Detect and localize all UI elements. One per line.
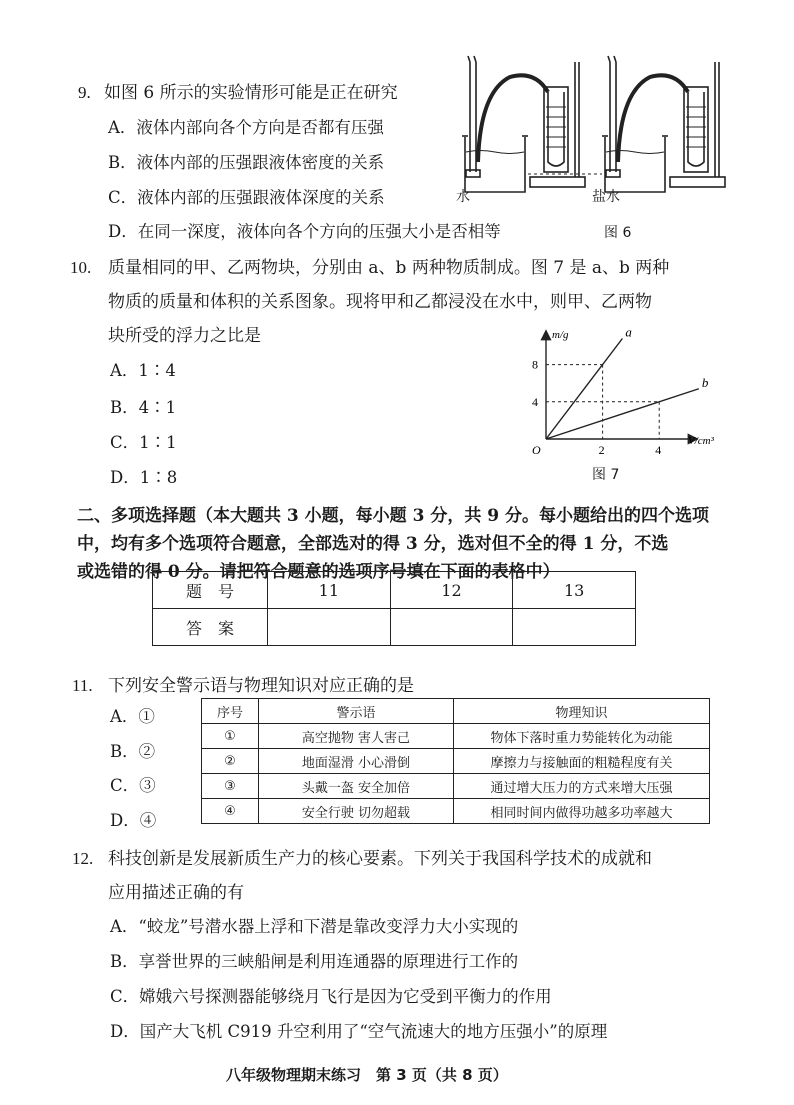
table-row xyxy=(202,749,710,774)
safety-header-slogan: 警示语 xyxy=(259,699,454,724)
answer-table-col-11: 11 xyxy=(268,572,391,609)
q9-option-c: C．液体内部的压强跟液体深度的关系 xyxy=(108,188,385,207)
q12-option-a: A．“蛟龙”号潜水器上浮和下潜是靠改变浮力大小实现的 xyxy=(110,917,519,936)
table-row xyxy=(202,774,710,799)
q10-number: 10. xyxy=(70,258,92,277)
x-tick-label: 2 xyxy=(598,443,605,457)
q12-number: 12. xyxy=(72,849,94,868)
figure-6-label-water: 水 xyxy=(456,189,470,205)
q9-option-b: B．液体内部的压强跟液体密度的关系 xyxy=(108,153,385,172)
safety-cell-knowledge: 物体下落时重力势能转化为动能 xyxy=(454,724,710,749)
safety-cell-index: ② xyxy=(202,749,259,774)
figure-6-apparatus xyxy=(440,52,740,202)
safety-cell-knowledge: 摩擦力与接触面的粗糙程度有关 xyxy=(454,749,710,774)
y-axis-label: m/g xyxy=(552,329,569,341)
answer-table-label-answer: 答 案 xyxy=(153,609,268,646)
safety-table-header xyxy=(202,699,710,724)
series-b-line xyxy=(546,389,699,439)
q11-number: 11. xyxy=(72,676,93,695)
q10-stem-line-2: 物质的质量和体积的关系图象。现将甲和乙都浸没在水中，则甲、乙两物 xyxy=(108,292,652,312)
series-a-line xyxy=(546,339,622,439)
safety-header-knowledge: 物理知识 xyxy=(454,699,710,724)
q10-option-c: C．1∶1 xyxy=(110,433,177,452)
q11-option-d: D．④ xyxy=(110,811,157,830)
q11-option-b: B．② xyxy=(110,742,156,761)
q12-option-d: D．国产大飞机 C919 升空利用了“空气流速大的地方压强小”的原理 xyxy=(110,1022,608,1041)
page-footer: 八年级物理期末练习 第 3 页（共 8 页） xyxy=(226,1066,508,1084)
q9-option-a: A．液体内部向各个方向是否都有压强 xyxy=(108,118,384,137)
q10-option-b: B．4∶1 xyxy=(110,398,177,417)
y-tick-label: 8 xyxy=(532,357,538,372)
section-2-line-2: 中，均有多个选项符合题意，全部选对的得 3 分，选对但不全的得 1 分，不选 xyxy=(77,534,669,554)
safety-cell-index: ④ xyxy=(202,799,259,824)
x-axis-label: V/cm³ xyxy=(688,435,714,447)
safety-header-index: 序号 xyxy=(202,699,259,724)
safety-cell-knowledge: 通过增大压力的方式来增大压强 xyxy=(454,774,710,799)
q9-option-d: D．在同一深度，液体向各个方向的压强大小是否相等 xyxy=(108,222,501,241)
y-tick-label: 4 xyxy=(532,394,538,409)
safety-cell-slogan: 安全行驶 切勿超载 xyxy=(259,799,454,824)
safety-cell-slogan: 高空抛物 害人害己 xyxy=(259,724,454,749)
q9-stem: 如图 6 所示的实验情形可能是正在研究 xyxy=(104,83,398,103)
answer-cell-12[interactable] xyxy=(390,609,513,646)
q12-stem-line-1: 科技创新是发展新质生产力的核心要素。下列关于我国科学技术的成就和 xyxy=(108,849,652,869)
table-row xyxy=(202,724,710,749)
q12-option-c: C．嫦娥六号探测器能够绕月飞行是因为它受到平衡力的作用 xyxy=(110,987,552,1006)
q10-option-d: D．1∶8 xyxy=(110,468,178,487)
q12-option-b: B．享誉世界的三峡船闸是利用连通器的原理进行工作的 xyxy=(110,952,519,971)
safety-cell-index: ① xyxy=(202,724,259,749)
series-a-label: a xyxy=(625,324,632,340)
safety-cell-slogan: 头戴一盔 安全加倍 xyxy=(259,774,454,799)
section-2-line-3: 或选错的得 0 分。请把符合题意的选项序号填在下面的表格中） xyxy=(77,562,560,582)
figure-6-caption: 图 6 xyxy=(604,225,632,241)
answer-table-label-number: 题 号 xyxy=(153,572,268,609)
table-row xyxy=(202,799,710,824)
safety-cell-knowledge: 相同时间内做得功越多功率越大 xyxy=(454,799,710,824)
answer-cell-13[interactable] xyxy=(513,609,636,646)
q10-stem-line-1: 质量相同的甲、乙两物块，分别由 a、b 两种物质制成。图 7 是 a、b 两种 xyxy=(108,258,670,278)
q11-stem: 下列安全警示语与物理知识对应正确的是 xyxy=(108,676,414,696)
origin-label: O xyxy=(532,443,541,457)
figure-7-chart xyxy=(520,322,714,462)
answer-table-row-header xyxy=(153,572,636,609)
answer-table xyxy=(152,571,636,646)
figure-6-label-salt-water: 盐水 xyxy=(592,189,620,205)
q10-stem-line-3: 块所受的浮力之比是 xyxy=(108,326,261,346)
q12-stem-line-2: 应用描述正确的有 xyxy=(108,883,244,903)
answer-cell-11[interactable] xyxy=(268,609,391,646)
q10-option-a: A．1∶4 xyxy=(110,361,176,380)
figure-7-caption: 图 7 xyxy=(592,467,620,483)
q11-option-a: A．① xyxy=(110,707,155,726)
series-b-label: b xyxy=(701,374,709,390)
q11-option-c: C．③ xyxy=(110,776,156,795)
q9-number: 9. xyxy=(78,83,91,102)
answer-table-col-12: 12 xyxy=(390,572,513,609)
safety-cell-slogan: 地面湿滑 小心滑倒 xyxy=(259,749,454,774)
answer-table-col-13: 13 xyxy=(513,572,636,609)
answer-table-row-answers xyxy=(153,609,636,646)
section-2-line-1: 二、多项选择题（本大题共 3 小题，每小题 3 分，共 9 分。每小题给出的四个选项 xyxy=(77,506,709,526)
x-tick-label: 4 xyxy=(655,443,662,457)
safety-cell-index: ③ xyxy=(202,774,259,799)
safety-table xyxy=(201,698,710,824)
